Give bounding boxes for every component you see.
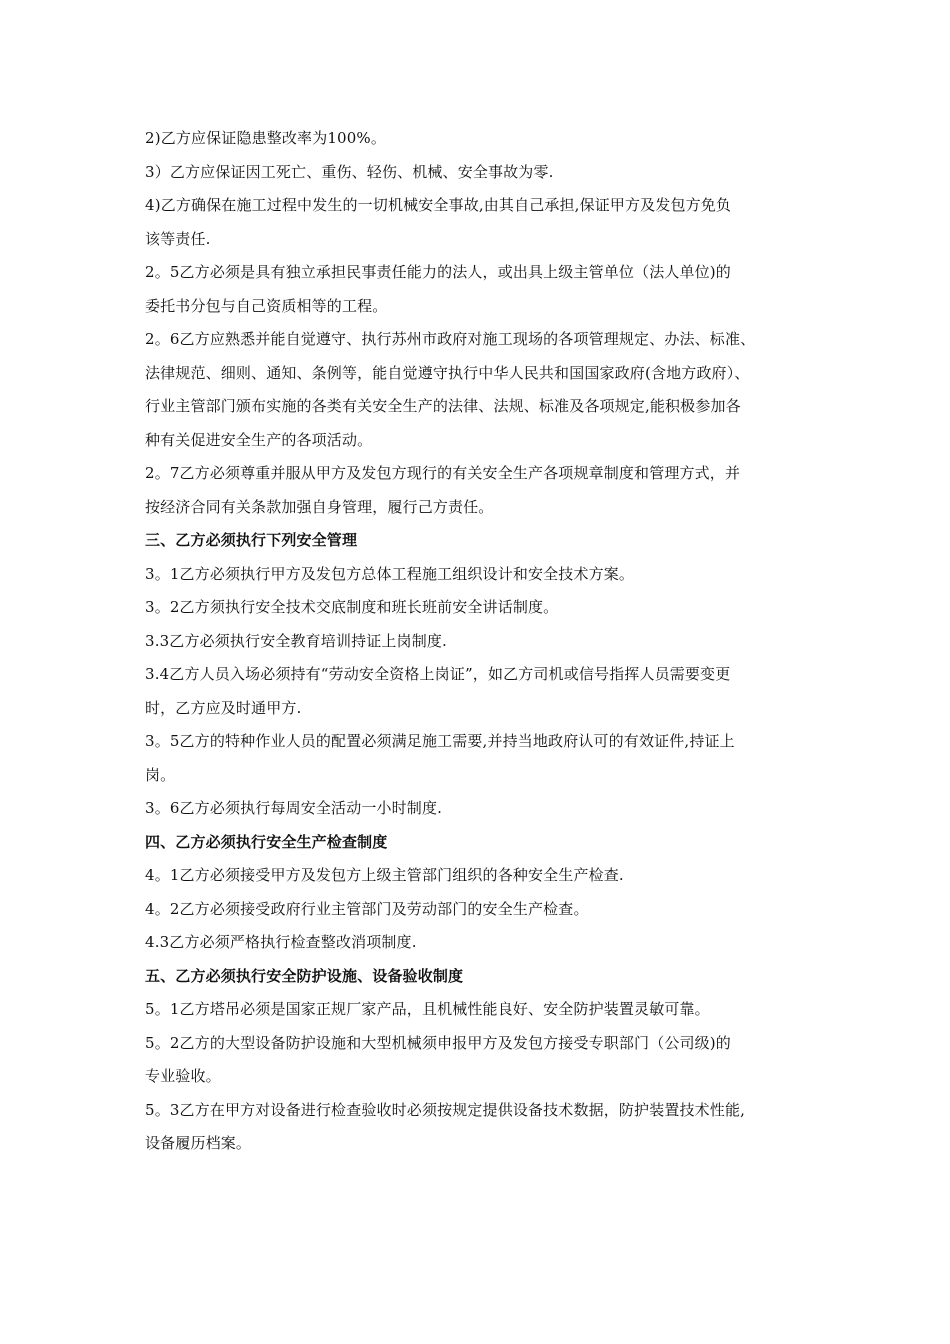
text-line: 种有关促进安全生产的各项活动。 <box>145 430 373 449</box>
text-line: 3。5乙方的特种作业人员的配置必须满足施工需要,并持当地政府认可的有效证件,持证上 <box>145 732 735 750</box>
text-line: 4。1乙方必须接受甲方及发包方上级主管部门组织的各种安全生产检查. <box>145 866 624 884</box>
text-line: 设备履历档案。 <box>145 1134 252 1152</box>
text-line: 3）乙方应保证因工死亡、重伤、轻伤、机械、安全事故为零. <box>145 162 554 181</box>
text-line: 行业主管部门颁布实施的各类有关安全生产的法律、法规、标准及各项规定,能积极参加各 <box>145 397 741 415</box>
text-line: 法律规范、细则、通知、条例等，能自觉遵守执行中华人民共和国国家政府(含地方政府）、 <box>145 363 750 382</box>
text-line: 按经济合同有关条款加强自身管理，履行己方责任。 <box>145 497 494 516</box>
text-line: 3。6乙方必须执行每周安全活动一小时制度. <box>145 799 443 817</box>
text-line: 时，乙方应及时通甲方. <box>145 698 302 717</box>
text-line: 5。1乙方塔吊必须是国家正规厂家产品，且机械性能良好、安全防护装置灵敏可靠。 <box>145 1000 710 1018</box>
text-line: 2)乙方应保证隐患整改率为100%。 <box>145 129 386 147</box>
text-line: 4.3乙方必须严格执行检查整改消项制度. <box>145 933 417 951</box>
text-line: 岗。 <box>145 765 176 784</box>
section-heading: 四、乙方必须执行安全生产检查制度 <box>145 832 388 851</box>
text-line: 4)乙方确保在施工过程中发生的一切机械安全事故,由其自己承担,保证甲方及发包方免负 <box>145 196 732 214</box>
text-line: 2。5乙方必须是具有独立承担民事责任能力的法人，或出具上级主管单位（法人单位)的 <box>145 263 731 281</box>
document-body <box>145 122 810 1161</box>
text-line: 专业验收。 <box>145 1067 221 1085</box>
section-heading: 三、乙方必须执行下列安全管理 <box>145 531 358 549</box>
text-line: 委托书分包与自己资质相等的工程。 <box>145 296 388 315</box>
text-line: 3。1乙方必须执行甲方及发包方总体工程施工组织设计和安全技术方案。 <box>145 564 635 583</box>
text-line: 2。6乙方应熟悉并能自觉遵守、执行苏州市政府对施工现场的各项管理规定、办法、标准、 <box>145 330 756 348</box>
text-line: 3。2乙方须执行安全技术交底制度和班长班前安全讲话制度。 <box>145 598 559 616</box>
section-heading: 五、乙方必须执行安全防护设施、设备验收制度 <box>145 966 464 985</box>
text-line: 2。7乙方必须尊重并服从甲方及发包方现行的有关安全生产各项规章制度和管理方式，并 <box>145 464 741 482</box>
text-line: 5。2乙方的大型设备防护设施和大型机械须申报甲方及发包方接受专职部门（公司级)的 <box>145 1033 731 1052</box>
text-line: 3.4乙方人员入场必须持有“劳动安全资格上岗证”，如乙方司机或信号指挥人员需要变更 <box>145 665 731 683</box>
text-line: 该等责任. <box>145 229 211 248</box>
text-line: 5。3乙方在甲方对设备进行检查验收时必须按规定提供设备技术数据，防护装置技术性能, <box>145 1100 746 1119</box>
text-line: 4。2乙方必须接受政府行业主管部门及劳动部门的安全生产检查。 <box>145 899 589 918</box>
text-line: 3.3乙方必须执行安全教育培训持证上岗制度. <box>145 631 447 650</box>
